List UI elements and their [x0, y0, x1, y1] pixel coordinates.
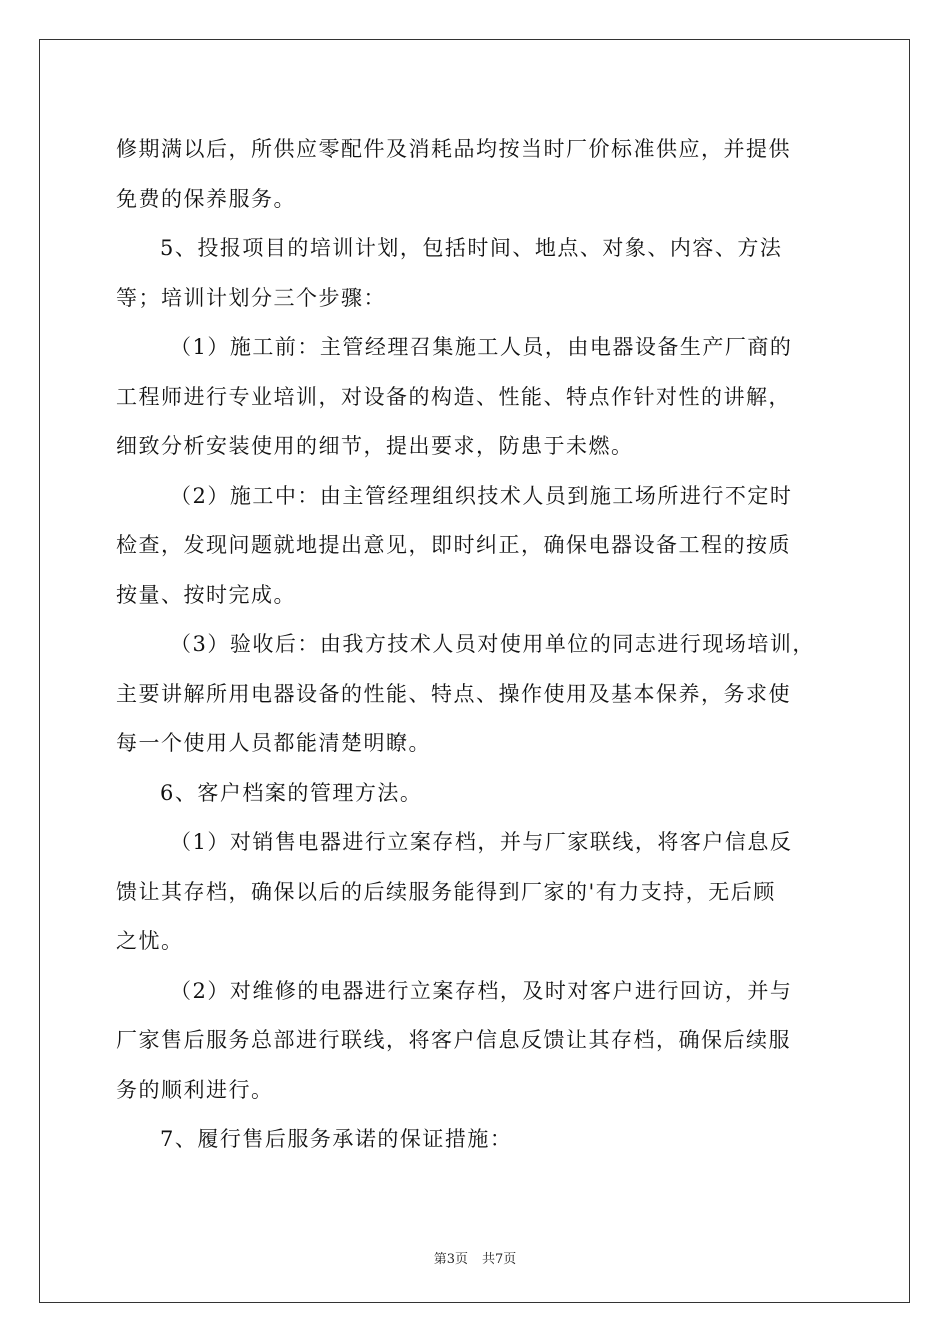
list-item-training-1: （1）施工前：主管经理召集施工人员，由电器设备生产厂商的	[170, 335, 793, 359]
page-footer	[0, 1248, 950, 1267]
page-number: 第3页	[433, 1252, 468, 1267]
text-line: 检查，发现问题就地提出意见，即时纠正，确保电器设备工程的按质	[116, 533, 791, 557]
text-line: 工程师进行专业培训，对设备的构造、性能、特点作针对性的讲解，	[116, 384, 791, 409]
list-item-archive-2: （2）对维修的电器进行立案存档，及时对客户进行回访，并与	[170, 978, 793, 1003]
text-line: 之忧。	[116, 929, 184, 953]
section-heading-5: 5、投报项目的培训计划，包括时间、地点、对象、内容、方法	[160, 236, 783, 260]
text-line: 务的顺利进行。	[116, 1077, 274, 1102]
text-line: 厂家售后服务总部进行联线，将客户信息反馈让其存档，确保后续服	[116, 1028, 791, 1052]
text-line: 修期满以后，所供应零配件及消耗品均按当时厂价标准供应，并提供	[116, 137, 791, 161]
text-line: 主要讲解所用电器设备的性能、特点、操作使用及基本保养，务求使	[116, 681, 791, 706]
document-body	[116, 125, 836, 1165]
text-line: 免费的保养服务。	[116, 186, 296, 211]
text-line: 细致分析安装使用的细节，提出要求，防患于未燃。	[116, 434, 634, 458]
list-item-training-3: （3）验收后：由我方技术人员对使用单位的同志进行现场培训，	[170, 632, 815, 656]
list-item-archive-1: （1）对销售电器进行立案存档，并与厂家联线，将客户信息反	[170, 830, 793, 854]
list-item-training-2: （2）施工中：由主管经理组织技术人员到施工场所进行不定时	[170, 483, 793, 508]
text-line: 按量、按时完成。	[116, 582, 296, 607]
section-heading-7: 7、履行售后服务承诺的保证措施：	[160, 1127, 513, 1151]
text-line: 馈让其存档，确保以后的后续服务能得到厂家的'有力支持，无后顾	[116, 879, 776, 904]
text-line: 每一个使用人员都能清楚明瞭。	[116, 731, 431, 755]
section-heading-6: 6、客户档案的管理方法。	[160, 780, 423, 805]
text-line: 等；培训计划分三个步骤：	[116, 285, 386, 310]
page-total: 共7页	[482, 1252, 517, 1267]
